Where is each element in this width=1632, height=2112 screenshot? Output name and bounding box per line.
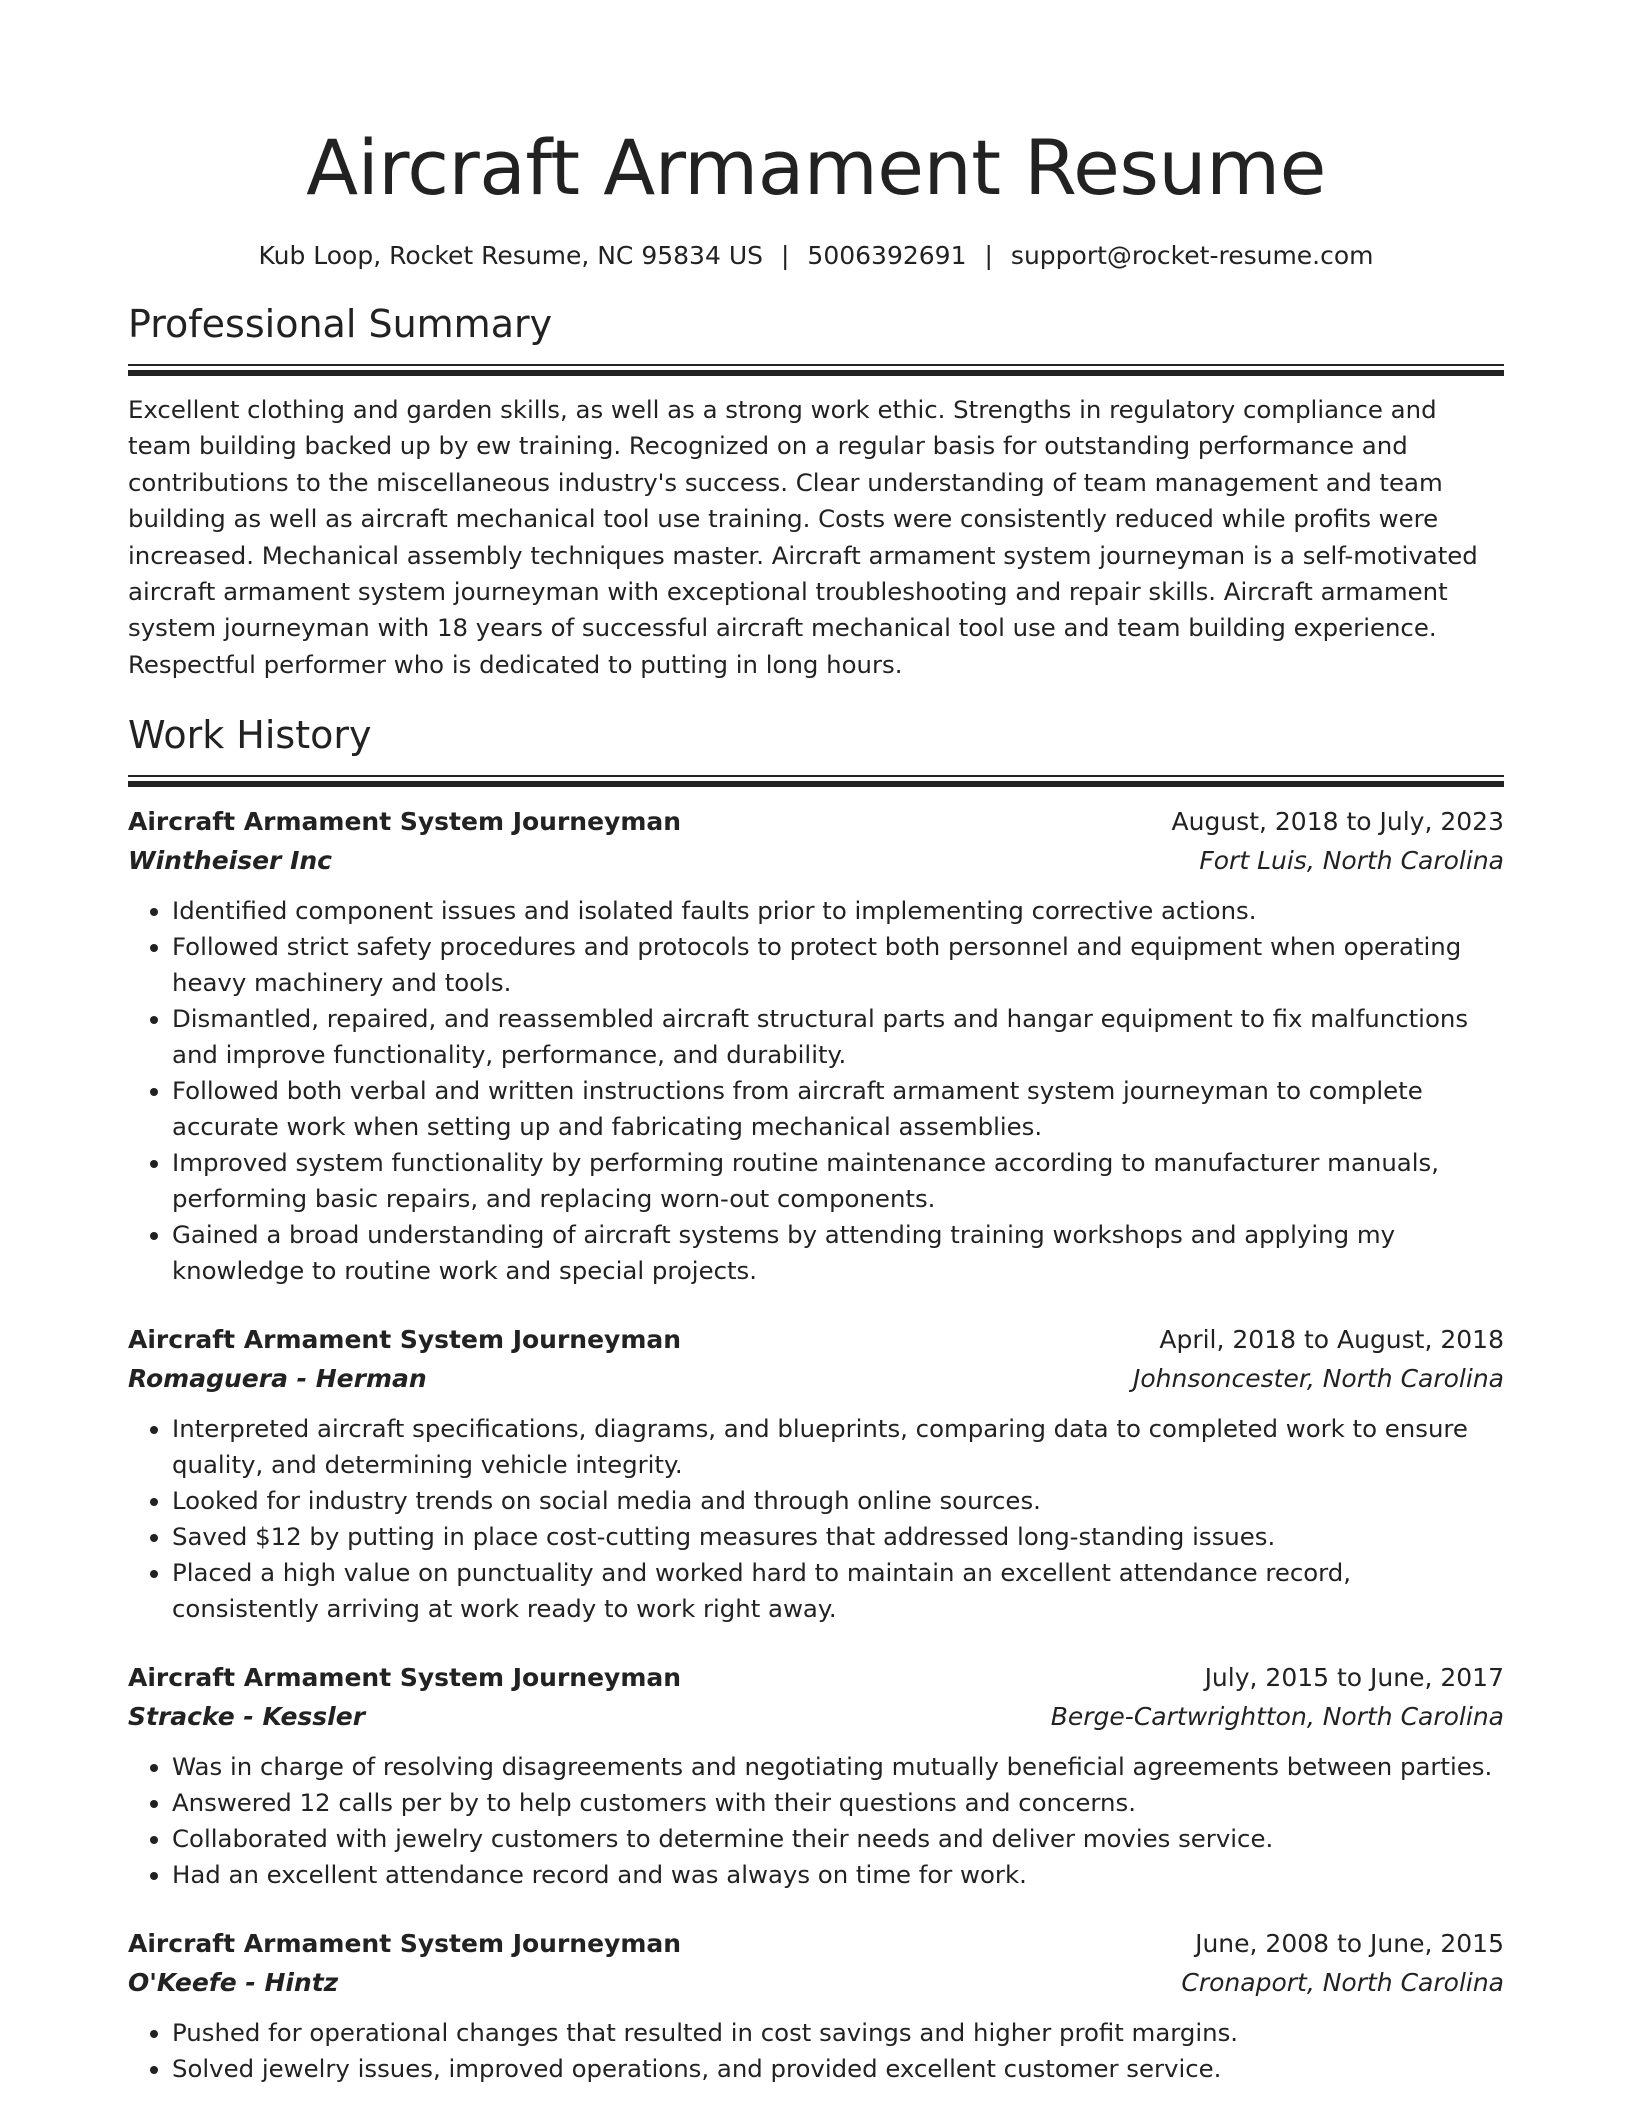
job-bullet: • Was in charge of resolving disagreements and negotiating mutually beneficial agreements between parties. xyxy=(172,1749,1504,1785)
job-company-row xyxy=(128,1359,1504,1399)
job-bullet-list xyxy=(128,893,1504,1289)
job-bullet-list xyxy=(128,1749,1504,1893)
job-title: Aircraft Armament System Journeyman xyxy=(128,1663,682,1693)
job-bullet: • Had an excellent attendance record and was always on time for work. xyxy=(172,1857,1504,1893)
job-dates: July, 2015 to June, 2017 xyxy=(1204,1663,1504,1693)
job-entry xyxy=(128,1321,1504,1627)
job-bullet: • Solved jewelry issues, improved operations, and provided excellent customer service. xyxy=(172,2051,1504,2087)
job-company: O'Keefe - Hintz xyxy=(128,1968,339,1998)
job-location: Cronaport, North Carolina xyxy=(1181,1968,1504,1998)
resume-title: Aircraft Armament Resume xyxy=(306,123,1326,212)
job-dates: June, 2008 to June, 2015 xyxy=(1195,1929,1504,1959)
section-divider xyxy=(128,364,1504,376)
contact-separator: | xyxy=(780,241,790,270)
job-company: Wintheiser Inc xyxy=(128,846,333,876)
job-company-row xyxy=(128,1697,1504,1737)
professional-summary-section xyxy=(128,300,1504,683)
job-bullet: • Placed a high value on punctuality and worked hard to maintain an excellent attendance record, consistently arriving at work ready to work right away. xyxy=(172,1555,1504,1627)
job-header-row xyxy=(128,1925,1504,1963)
job-title: Aircraft Armament System Journeyman xyxy=(128,1325,682,1355)
job-title: Aircraft Armament System Journeyman xyxy=(128,807,682,837)
job-entry xyxy=(128,803,1504,1289)
job-bullet-list xyxy=(128,2015,1504,2087)
job-dates: April, 2018 to August, 2018 xyxy=(1159,1325,1504,1355)
contact-separator: | xyxy=(984,241,993,270)
job-bullet: • Collaborated with jewelry customers to determine their needs and deliver movies service. xyxy=(172,1821,1504,1857)
job-bullet: • Followed both verbal and written instructions from aircraft armament system journeyman to complete accurate work when setting up and fabricating mechanical assemblies. xyxy=(172,1073,1504,1145)
section-divider xyxy=(128,775,1504,787)
job-bullet: • Followed strict safety procedures and protocols to protect both personnel and equipment when operating heavy machinery and tools. xyxy=(172,929,1504,1001)
job-bullet: • Answered 12 calls per by to help customers with their questions and concerns. xyxy=(172,1785,1504,1821)
job-bullet: • Looked for industry trends on social media and through online sources. xyxy=(172,1483,1504,1519)
job-bullet: • Dismantled, repaired, and reassembled aircraft structural parts and hangar equipment to fix malfunctions and improve functionality, performance, and durability. xyxy=(172,1001,1504,1073)
contact-line xyxy=(128,240,1504,272)
job-header-row xyxy=(128,803,1504,841)
job-location: Johnsoncester, North Carolina xyxy=(1132,1364,1504,1394)
job-location: Fort Luis, North Carolina xyxy=(1199,846,1504,876)
job-company: Romaguera - Herman xyxy=(128,1364,427,1394)
job-bullet: • Pushed for operational changes that resulted in cost savings and higher profit margins. xyxy=(172,2015,1504,2051)
job-header-row xyxy=(128,1321,1504,1359)
job-company-row xyxy=(128,1963,1504,2003)
job-location: Berge-Cartwrightton, North Carolina xyxy=(1050,1702,1504,1732)
job-entry xyxy=(128,1659,1504,1893)
job-company: Stracke - Kessler xyxy=(128,1702,366,1732)
job-company-row xyxy=(128,841,1504,881)
job-entry xyxy=(128,1925,1504,2087)
job-bullet: • Identified component issues and isolated faults prior to implementing corrective actions. xyxy=(172,893,1504,929)
job-dates: August, 2018 to July, 2023 xyxy=(1171,807,1504,837)
job-bullet: • Saved $12 by putting in place cost-cutting measures that addressed long-standing issues. xyxy=(172,1519,1504,1555)
contact-address: Kub Loop, Rocket Resume, NC 95834 US xyxy=(258,241,763,270)
job-title: Aircraft Armament System Journeyman xyxy=(128,1929,682,1959)
work-history-section xyxy=(128,711,1504,2087)
job-bullet: • Improved system functionality by performing routine maintenance according to manufacturer manuals, performing basic repairs, and replacing worn-out components. xyxy=(172,1145,1504,1217)
job-bullet: • Gained a broad understanding of aircraft systems by attending training workshops and applying my knowledge to routine work and special projects. xyxy=(172,1217,1504,1289)
contact-email: support@rocket-resume.com xyxy=(1010,241,1374,270)
contact-phone: 5006392691 xyxy=(807,241,967,270)
job-header-row xyxy=(128,1659,1504,1697)
job-bullet-list xyxy=(128,1411,1504,1627)
section-heading-work-history: Work History xyxy=(128,713,372,758)
summary-text: Excellent clothing and garden skills, as well as a strong work ethic. Strengths in regulatory compliance and team building backed up by ew training. Recognized on a regular basis for outstanding performance and contributions to the miscellaneous industry's success. Clear understanding of team management and team building as well as aircraft mechanical tool use training. Costs were consistently reduced while profits were increased. Mechanical assembly techniques master. Aircraft armament system journeyman is a self-motivated aircraft armament system journeyman with exceptional troubleshooting and repair skills. Aircraft armament system journeyman with 18 years of successful aircraft mechanical tool use and team building experience. Respectful performer who is dedicated to putting in long hours. xyxy=(128,395,1478,679)
section-heading-summary: Professional Summary xyxy=(128,302,553,346)
job-bullet: • Interpreted aircraft specifications, diagrams, and blueprints, comparing data to completed work to ensure quality, and determining vehicle integrity. xyxy=(172,1411,1504,1483)
